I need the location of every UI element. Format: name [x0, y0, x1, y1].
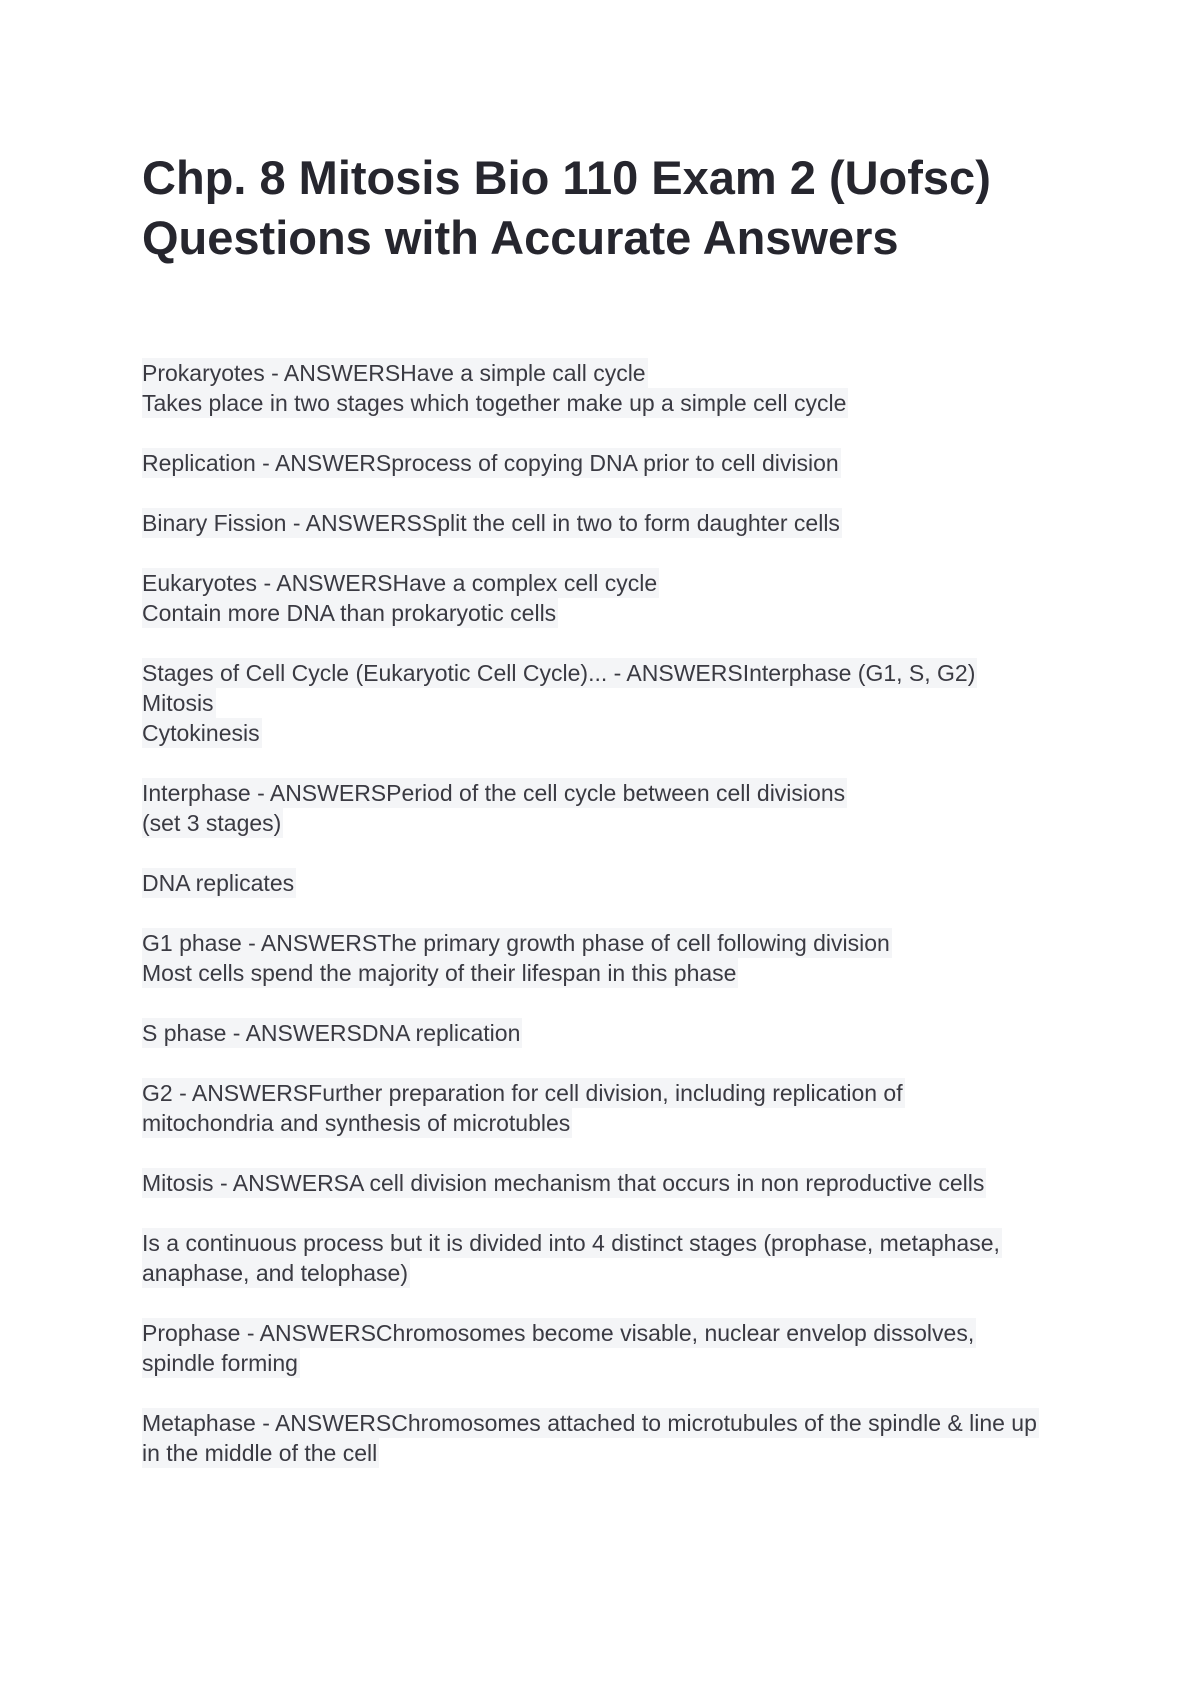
qa-entry-line: Stages of Cell Cycle (Eukaryotic Cell Cycle)... - ANSWERSInterphase (G1, S, G2)	[142, 660, 976, 686]
qa-entry	[142, 508, 1082, 538]
qa-entry-line: Eukaryotes - ANSWERSHave a complex cell cycle	[142, 570, 658, 596]
qa-entry	[142, 1318, 1082, 1378]
qa-entry-line: Takes place in two stages which together make up a simple cell cycle	[142, 390, 847, 416]
qa-entry-line: spindle forming	[142, 1350, 298, 1376]
qa-entry	[142, 1018, 1082, 1048]
qa-entry-line: DNA replicates	[142, 870, 295, 896]
qa-entry	[142, 358, 1082, 418]
qa-entry-line: (set 3 stages)	[142, 810, 282, 836]
qa-entry	[142, 1168, 1082, 1198]
document-page	[142, 148, 1082, 1498]
qa-entry-line: S phase - ANSWERSDNA replication	[142, 1020, 521, 1046]
qa-entry-line: in the middle of the cell	[142, 1440, 378, 1466]
qa-entry-line: Replication - ANSWERSprocess of copying DNA prior to cell division	[142, 450, 839, 476]
qa-entry-line: Is a continuous process but it is divided into 4 distinct stages (prophase, metaphase,	[142, 1230, 1000, 1256]
qa-entry	[142, 1078, 1082, 1138]
qa-entry-line: Mitosis - ANSWERSA cell division mechanism that occurs in non reproductive cells	[142, 1170, 985, 1196]
title-line-2: Questions with Accurate Answers	[142, 211, 899, 264]
qa-entry	[142, 868, 1082, 898]
document-title	[142, 148, 1082, 268]
qa-entry-line: G1 phase - ANSWERSThe primary growth phase of cell following division	[142, 930, 890, 956]
qa-entry-line: Most cells spend the majority of their lifespan in this phase	[142, 960, 737, 986]
qa-entries	[142, 358, 1082, 1468]
qa-entry	[142, 568, 1082, 628]
qa-entry	[142, 778, 1082, 838]
qa-entry	[142, 448, 1082, 478]
qa-entry-line: Prokaryotes - ANSWERSHave a simple call cycle	[142, 360, 646, 386]
qa-entry	[142, 1228, 1082, 1288]
qa-entry-line: mitochondria and synthesis of microtubles	[142, 1110, 571, 1136]
qa-entry	[142, 928, 1082, 988]
qa-entry-line: Cytokinesis	[142, 720, 260, 746]
title-line-1: Chp. 8 Mitosis Bio 110 Exam 2 (Uofsc)	[142, 151, 991, 204]
qa-entry	[142, 658, 1082, 748]
qa-entry-line: Interphase - ANSWERSPeriod of the cell cycle between cell divisions	[142, 780, 846, 806]
qa-entry-line: Prophase - ANSWERSChromosomes become visable, nuclear envelop dissolves,	[142, 1320, 975, 1346]
qa-entry-line: Metaphase - ANSWERSChromosomes attached to microtubules of the spindle & line up	[142, 1410, 1037, 1436]
qa-entry-line: Contain more DNA than prokaryotic cells	[142, 600, 557, 626]
qa-entry-line: anaphase, and telophase)	[142, 1260, 408, 1286]
qa-entry-line: G2 - ANSWERSFurther preparation for cell division, including replication of	[142, 1080, 903, 1106]
qa-entry-line: Mitosis	[142, 690, 214, 716]
qa-entry-line: Binary Fission - ANSWERSSplit the cell in two to form daughter cells	[142, 510, 840, 536]
qa-entry	[142, 1408, 1082, 1468]
